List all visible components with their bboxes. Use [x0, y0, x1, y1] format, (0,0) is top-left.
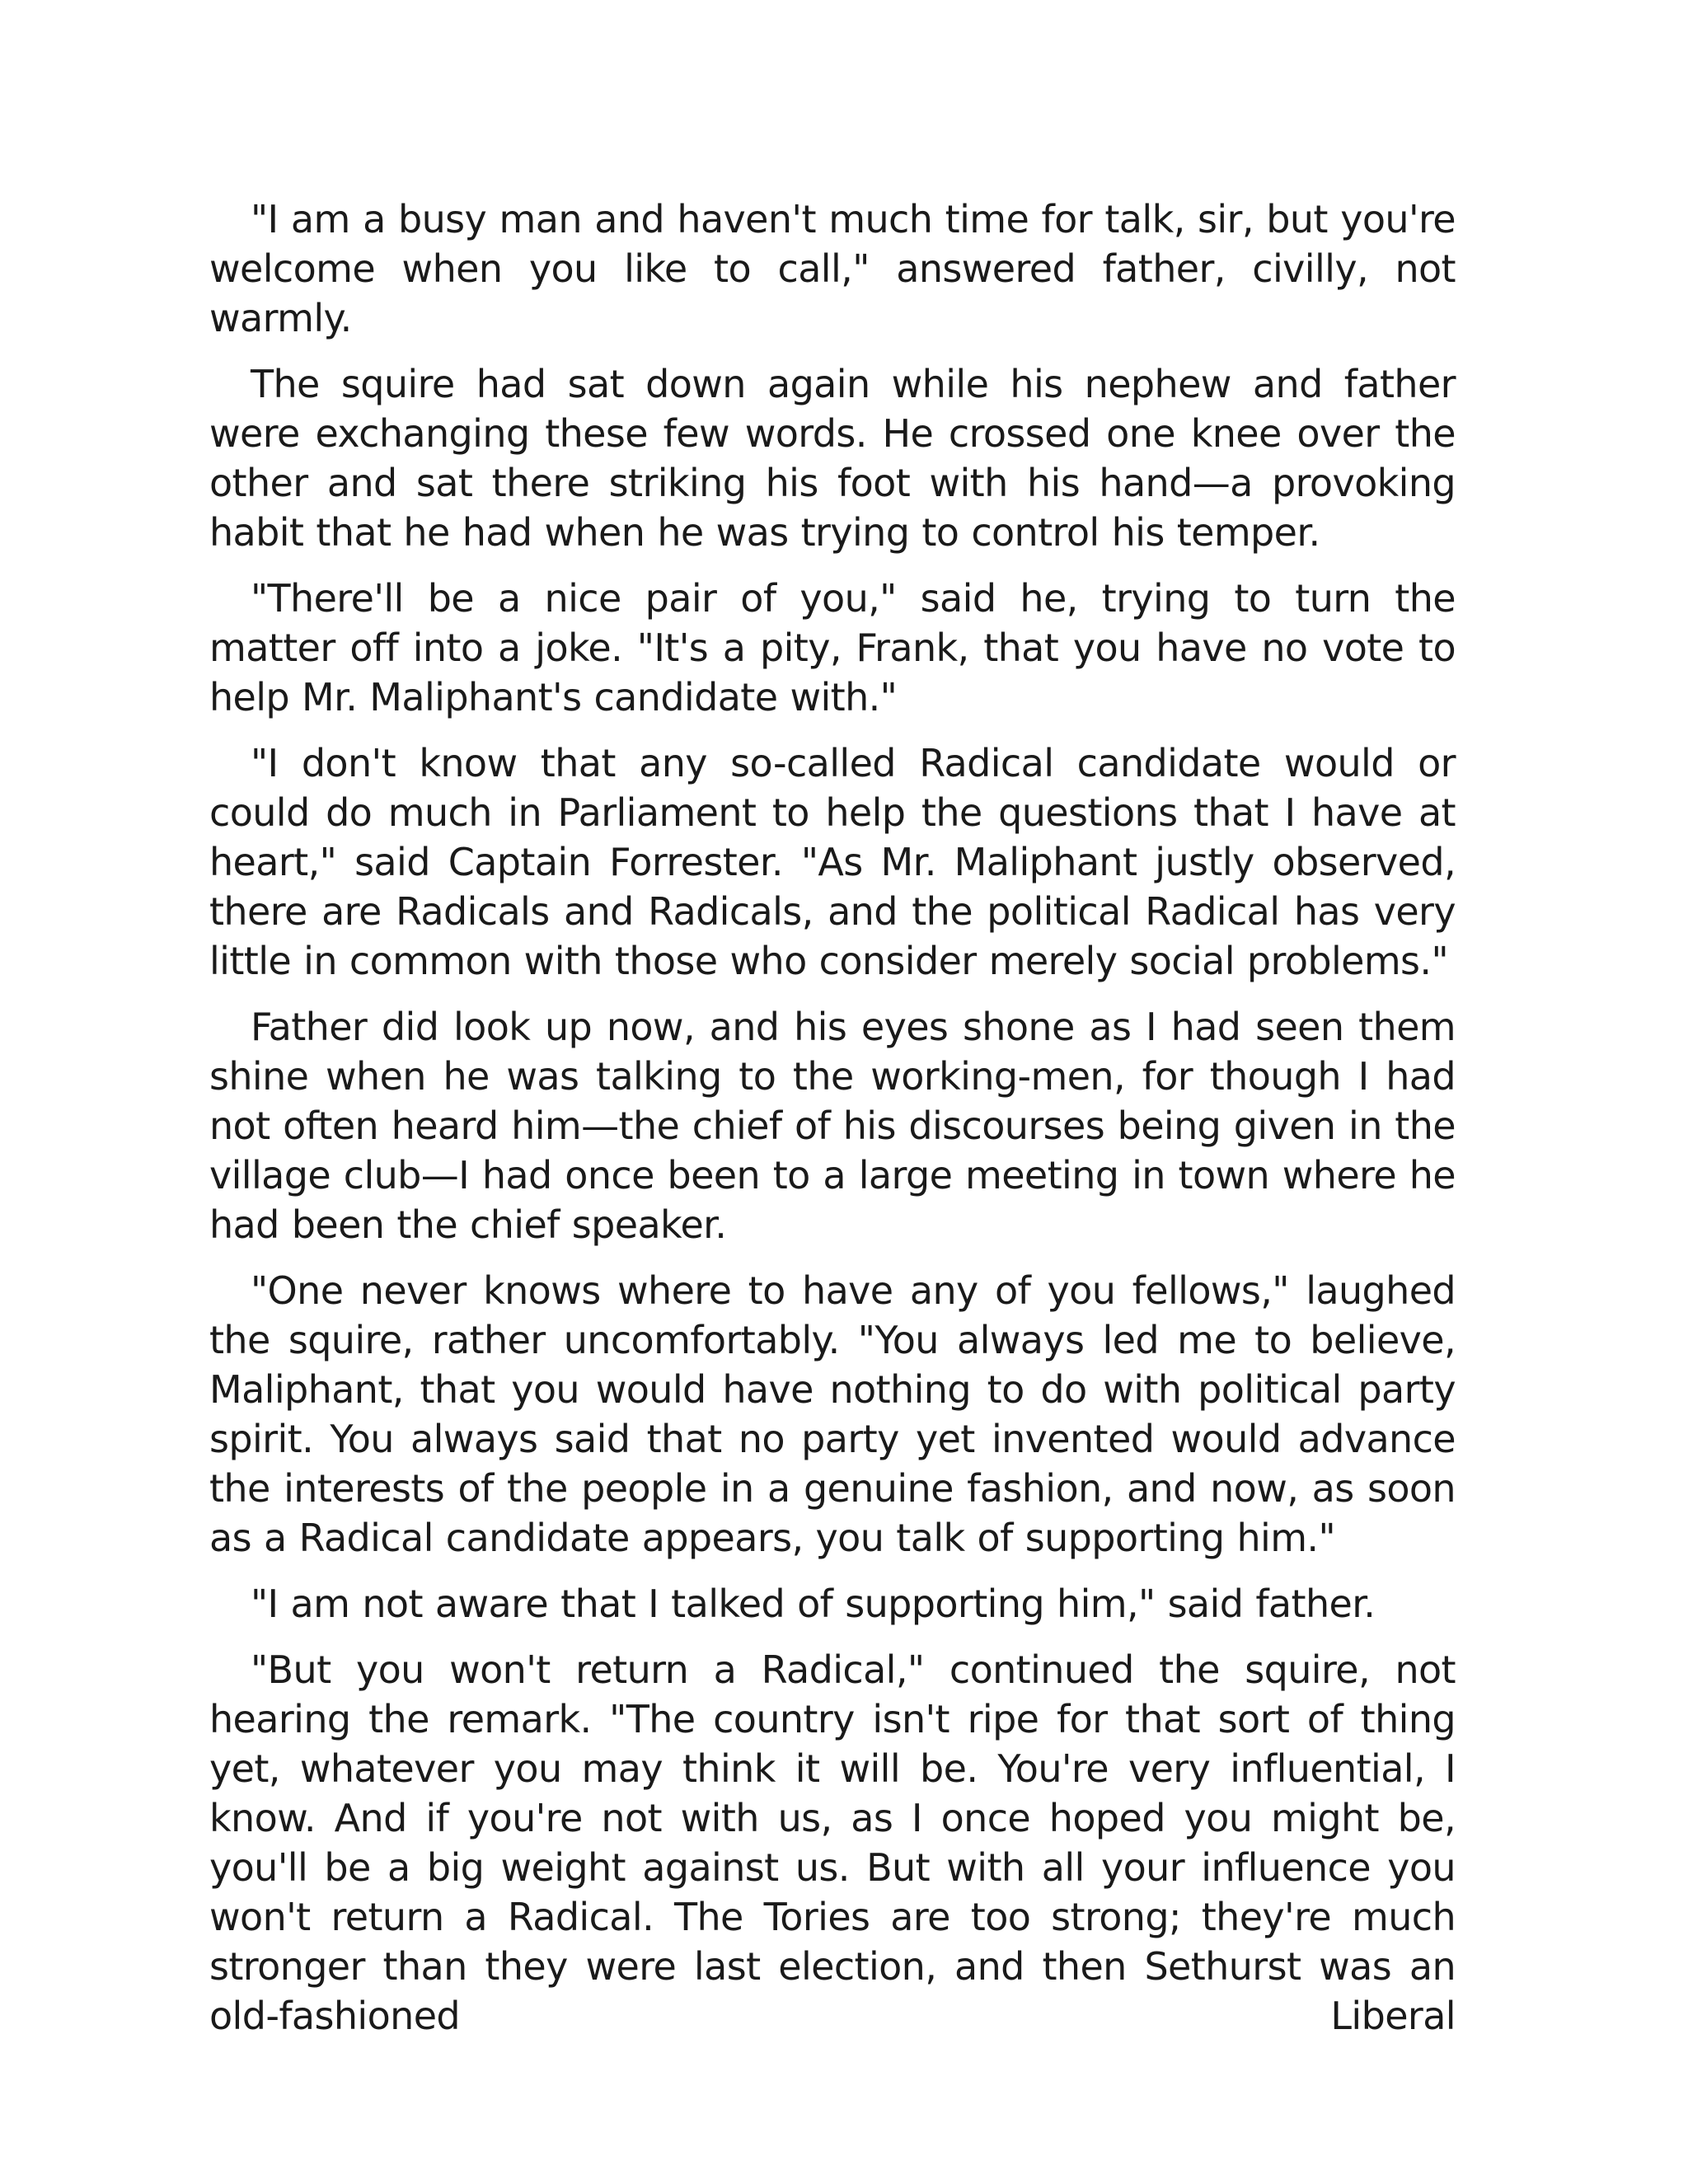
- paragraph-2: The squire had sat down again while his nephew and father were exchanging these few words. He crossed one knee over the other and sat there striking his foot with his hand—a provoking habit that he had when he was trying to control his temper.: [209, 362, 1456, 555]
- paragraph-8: "But you won't return a Radical," continued the squire, not hearing the remark. "The country isn't ripe for that sort of thing yet, whatever you may think it will be. You're very influential, I know. And if you're not with us, as I once hoped you might be, you'll be a big weight against us. But with all your influence you won't return a Radical. The Tories are too strong; they're much stronger than they were last election, and then Sethurst was an old-fashioned Liberal: [209, 1647, 1456, 2038]
- paragraph-6: "One never knows where to have any of you fellows," laughed the squire, rather uncomfortably. "You always led me to believe, Maliphant, that you would have nothing to do with political party spirit. You always said that no party yet invented would advance the interests of the people in a genuine fashion, and now, as soon as a Radical candidate appears, you talk of supporting him.": [209, 1268, 1456, 1560]
- paragraph-7: "I am not aware that I talked of supporting him," said father.: [251, 1582, 1376, 1626]
- paragraph-3: "There'll be a nice pair of you," said he, trying to turn the matter off into a joke. "It's a pity, Frank, that you have no vote to help Mr. Maliphant's candidate with.": [209, 576, 1456, 719]
- paragraph-4: "I don't know that any so-called Radical candidate would or could do much in Parliament to help the questions that I have at heart," said Captain Forrester. "As Mr. Maliphant justly observed, there are Radicals and Radicals, and the political Radical has very little in common with those who consider merely social problems.": [209, 741, 1456, 983]
- book-page-text: [209, 194, 1456, 2057]
- paragraph-5: Father did look up now, and his eyes shone as I had seen them shine when he was talking to the working-men, for though I had not often heard him—the chief of his discourses being given in the village club—I had once been to a large meeting in town where he had been the chief speaker.: [209, 1005, 1456, 1247]
- paragraph-1: "I am a busy man and haven't much time for talk, sir, but you're welcome when you like to call," answered father, civilly, not warmly.: [209, 197, 1456, 340]
